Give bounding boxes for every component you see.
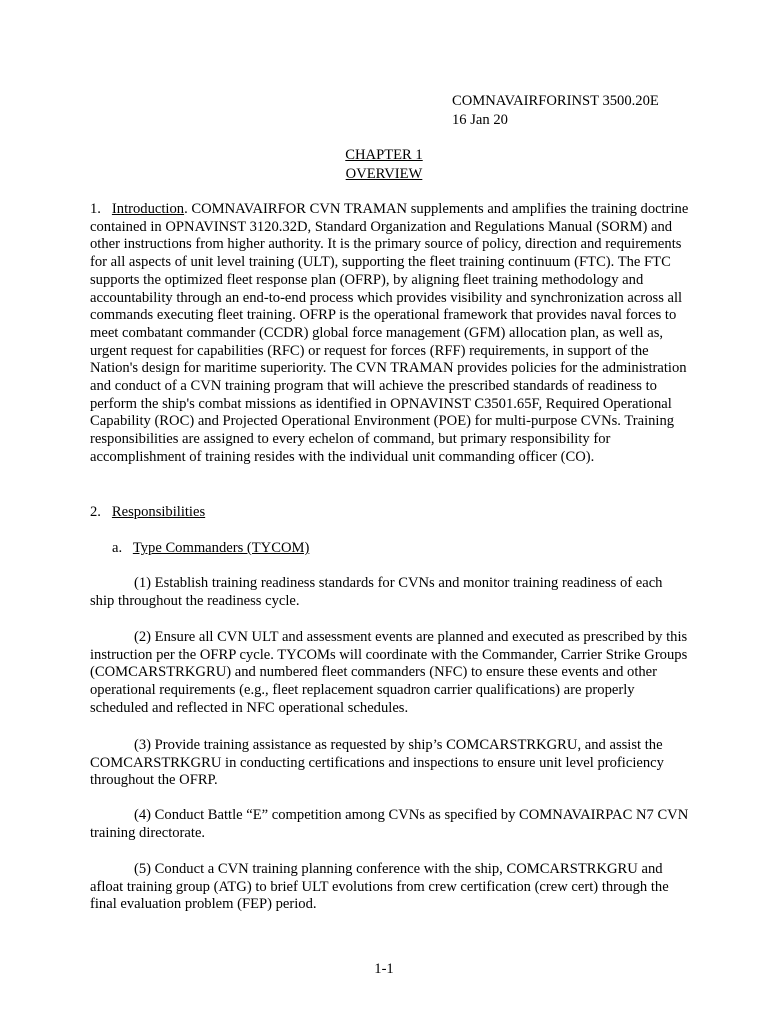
introduction-text: . COMNAVAIRFOR CVN TRAMAN supplements and amplifies the training doctrine contained in OPNAVINST 3120.32D, Standard Organization and Regulations Manual (SORM) and other instructions from higher authority. It is the primary source of policy, direction and requirements for all aspects of unit level training (ULT), supporting the fleet training continuum (FTC). The FTC supports the optimized fleet response plan (OFRP), by aligning fleet training methodology and accountability through an end-to-end process which provides visibility and synchronization across all commands executing fleet training. OFRP is the operational framework that provides naval forces to meet combatant commander (CCDR) global force management (GFM) allocation plan, as well as, urgent request for capabilities (RFC) or request for forces (RFF) requirements, in support of the Nation's design for maritime superiority. The CVN TRAMAN provides policies for the administration and conduct of a CVN training program that will achieve the prescribed standards of readiness to perform the ship's combat missions as identified in OPNAVINST C3501.65F, Required Operational Capability (ROC) and Projected Operational Environment (POE) for multi-purpose CVNs. Training responsibilities are assigned to every echelon of command, but primary responsibility for accomplishment of training resides with the individual unit commanding officer (CO). bbox=[90, 201, 689, 465]
tycom-item-2: (2) Ensure all CVN ULT and assessment events are planned and executed as prescribed by this instruction per the OFRP cycle. TYCOMs will coordinate with the Commander, Carrier Strike Groups (COMCARSTRKGRU) and numbered fleet commanders (NFC) to ensure these events and other operational requirements (e.g., fleet replacement squadron carrier qualifications) are properly scheduled and reflected in NFC operational schedules. bbox=[90, 629, 688, 716]
responsibilities-heading-line bbox=[90, 504, 690, 522]
tycom-heading: Type Commanders (TYCOM) bbox=[132, 540, 310, 556]
section-number: 2. bbox=[90, 504, 101, 520]
responsibilities-heading: Responsibilities bbox=[111, 504, 206, 520]
introduction-heading: Introduction bbox=[111, 201, 185, 217]
chapter-title: OVERVIEW bbox=[345, 166, 423, 182]
page-number: 1-1 bbox=[374, 961, 394, 977]
chapter-heading bbox=[0, 146, 768, 184]
introduction-paragraph bbox=[90, 201, 690, 467]
tycom-item-3: (3) Provide training assistance as requested by ship’s COMCARSTRKGRU, and assist the COMCARSTRKGRU in conducting certifications and inspections to ensure unit level proficiency throughout the OFRP. bbox=[90, 737, 664, 789]
document-header bbox=[452, 92, 659, 130]
instruction-number: COMNAVAIRFORINST 3500.20E bbox=[452, 93, 659, 109]
tycom-heading-line bbox=[112, 540, 712, 558]
tycom-item-1: (1) Establish training readiness standards for CVNs and monitor training readiness of each ship throughout the readiness cycle. bbox=[90, 575, 663, 609]
subsection-letter: a. bbox=[112, 540, 123, 556]
section-number: 1. bbox=[90, 201, 101, 217]
chapter-number: CHAPTER 1 bbox=[345, 147, 423, 163]
tycom-item-4: (4) Conduct Battle “E” competition among CVNs as specified by COMNAVAIRPAC N7 CVN training directorate. bbox=[90, 807, 689, 841]
instruction-date: 16 Jan 20 bbox=[452, 112, 508, 128]
tycom-item-5: (5) Conduct a CVN training planning conference with the ship, COMCARSTRKGRU and afloat training group (ATG) to brief ULT evolutions from crew certification (crew cert) through the final evaluation problem (FEP) period. bbox=[90, 861, 669, 913]
